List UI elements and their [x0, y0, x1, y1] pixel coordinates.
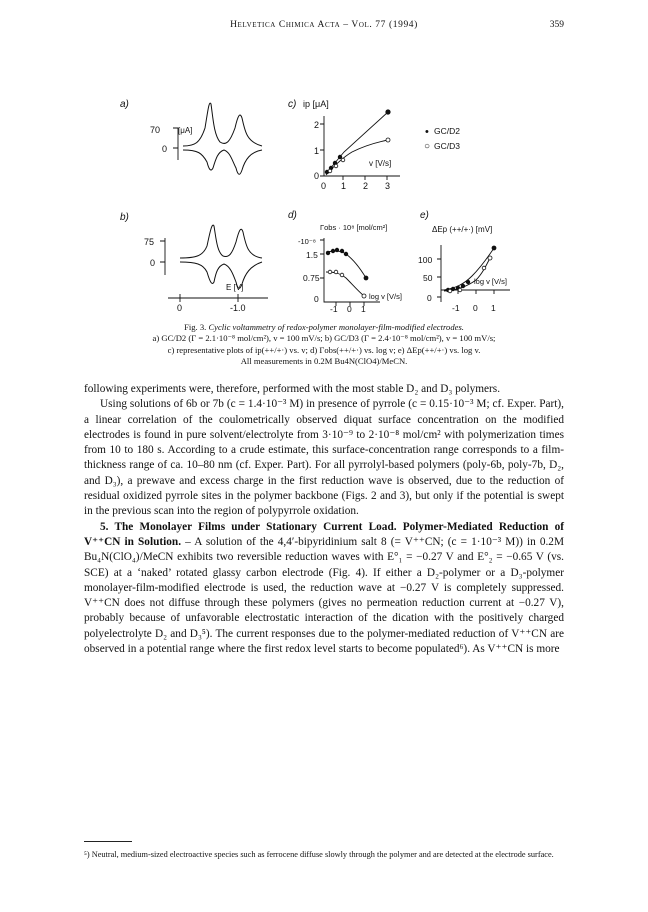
panel-d-ytick-15: 1.5: [306, 250, 318, 260]
panel-b-ytick-top: 75: [144, 237, 155, 247]
caption-lead: Fig. 3.: [184, 322, 207, 332]
panel-c-point-d3: [386, 138, 390, 142]
footnote-mark: ⁵): [84, 850, 90, 859]
panel-e-label: e): [420, 210, 429, 221]
panel-a-ylabel: [μA]: [178, 126, 193, 135]
panel-e-ytick-50: 50: [423, 273, 433, 283]
panel-a-ytick-zero: 0: [162, 144, 168, 154]
page-number: 359: [549, 20, 564, 30]
panel-e-xtick-1: 1: [491, 303, 496, 313]
panel-d-points: [326, 248, 368, 298]
body-text: [84, 382, 564, 657]
panel-d-point-d3: [362, 294, 366, 298]
panel-e-xlabel: log v [V/s]: [474, 277, 507, 286]
panel-e-ytick-0: 0: [427, 293, 432, 303]
panel-c-series-d3-line: [326, 140, 388, 175]
panel-d-ytick-top: -10⁻⁸: [298, 237, 316, 246]
panel-d-point-d3: [340, 273, 344, 277]
panel-c-xtick-1: 1: [341, 181, 347, 191]
legend-d2-label: GC/D2: [434, 126, 460, 136]
legend-d3-label: GC/D3: [434, 141, 460, 151]
panel-d-point-d2: [340, 249, 344, 253]
panel-c-ylabel: ip [μA]: [303, 99, 329, 109]
figure-caption: [60, 322, 588, 367]
panel-b-xtick-zero: 0: [177, 303, 183, 313]
caption-line-2: a) GC/D2 (Γ = 2.1·10⁻⁸ mol/cm²), v = 100 mV/s; b) GC/D3 (Γ = 2.4·10⁻⁸ mol/cm²), v = 100 mV/s;: [152, 333, 496, 344]
figure-3: [0, 0, 648, 320]
panel-d-ylabel: Γobs · 10⁸ [mol/cm²]: [320, 223, 388, 232]
panel-e-xtick-neg1: -1: [452, 303, 460, 313]
panel-d-ytick-0: 0: [314, 294, 319, 304]
panel-d-point-d3: [328, 270, 332, 274]
panel-d-point-d2: [326, 251, 330, 255]
panel-a-label: a): [120, 99, 129, 110]
panel-d-point-d2: [331, 249, 335, 253]
panel-b-yaxis: [160, 238, 165, 275]
legend-d2-symbol: •: [425, 126, 429, 138]
panel-d-label: d): [288, 210, 297, 221]
panel-d-xtick-1: 1: [361, 304, 366, 314]
panel-e-axes: [437, 245, 510, 302]
panel-c-ytick-2: 2: [314, 120, 320, 130]
paragraph-3: [84, 520, 564, 658]
panel-d-point-d2: [344, 252, 348, 256]
panel-c-point-d2: [338, 155, 342, 159]
footnote-rule: [84, 841, 132, 842]
caption-line-4: All measurements in 0.2M Bu4N(ClO4)/MeCN.: [240, 355, 408, 366]
footnote: [84, 849, 564, 860]
panel-c-ytick-1: 1: [314, 146, 320, 156]
panel-e-point-d3: [458, 288, 462, 292]
panel-d-point-d2: [364, 276, 368, 280]
caption-title-line: [60, 322, 588, 333]
panel-b-cv-curve: [180, 225, 262, 288]
paragraph-3-text: – A solution of the 4,4′-bipyridinium salt 8 (= V⁺⁺CN; (c = 1·10⁻³ M)) in 0.2M Bu₄N(ClO₄)/MeCN exhibits two reversible reduction waves with E°₁ = −0.27 V and E°₂ = −0.65 V (vs. SCE) at a ‘naked’ rotated glassy carbon electrode (Fig. 4). If either a D₂-polymer or a D₃-polymer monolayer-film-modified electrode is used, the reduction wave at −0.27 V is completely suppressed. V⁺⁺CN does not diffuse through these polymers (gives no permeation reduction current at −0.27 V), probably because of unfavorable electrostatic interaction of the dication with the positively charged polyelectrolyte D₂ and D₃⁵). The current responses due to the polymer-mediated reduction of V⁺⁺CN are observed in a potential range where the first redox level starts to become populated⁶). As V⁺⁺CN is more: [84, 535, 564, 656]
panel-e-ytick-100: 100: [418, 255, 433, 265]
panel-c-point-d3: [341, 158, 345, 162]
journal-title: Helvetica Chimica Acta – Vol. 77 (1994): [230, 20, 418, 30]
panel-c-point-d3: [334, 164, 338, 168]
paragraph-2: Using solutions of 6b or 7b (c = 1.4·10⁻³ M) in presence of pyrrole (c = 0.15·10⁻³ M; cf. Exper. Part), a linear correlation of the coulometrically observed diquat surface concentration on the modified electrodes is found in pure solvent/electrolyte from 3·10⁻⁹ to 2·10⁻⁸ mol/cm² with polymerization times from 10 to 180 s. According to a crude estimate, this surface-concentration range corresponds to a film-thickness range of ca. 10–80 nm (cf. Exper. Part). For all pyrrolyl-based polymers (poly-6b, poly-7b, D₂, and D₃), a prewave and excess charge in the first reduction wave is observed, due to the reduction of residual oxidized pyrrole sites in the polymer backbone (Figs. 2 and 3), but only if the potential is swept in the previous scan into the region of polypyrrole oxidation.: [84, 398, 564, 518]
caption-title: Cyclic voltammetry of redox-polymer monolayer-film-modified electrodes.: [208, 322, 464, 332]
legend-d3-symbol: ○: [424, 141, 431, 152]
panel-d-point-d2: [335, 248, 339, 252]
panel-b-xaxis: [168, 294, 268, 302]
caption-line-3: c) representative plots of ip(++/+·) vs. v; d) Γobs(++/+·) vs. log v; e) ΔEp(++/+·) vs. log v.: [167, 344, 481, 355]
panel-e-point-d3: [488, 256, 492, 260]
panel-e-ylabel: ΔEp (++/+·) [mV]: [432, 225, 493, 234]
panel-b-ytick-zero: 0: [150, 258, 156, 268]
panel-e-point-d2: [461, 284, 465, 288]
panel-c-point-d3: [328, 169, 332, 173]
panel-e-point-d3: [482, 266, 486, 270]
panel-c-label: c): [288, 99, 297, 110]
panel-e-point-d2: [492, 246, 496, 250]
panel-d-series-d3-line: [326, 272, 364, 296]
panel-c-point-d2: [386, 110, 390, 114]
panel-d-xtick-0: 0: [347, 304, 352, 314]
panel-e-point-d2: [466, 280, 470, 284]
panel-b-xlabel: E [V]: [226, 283, 244, 292]
panel-e-point-d3: [448, 289, 452, 293]
paragraph-1: following experiments were, therefore, performed with the most stable D₂ and D₃ polymers.: [84, 383, 501, 395]
panel-a-cv-curve: [183, 103, 262, 174]
panel-d-xtick-neg1: -1: [330, 304, 338, 314]
panel-e-xtick-0: 0: [473, 303, 478, 313]
panel-d-xlabel: log v [V/s]: [369, 292, 402, 301]
panel-d-ytick-075: 0.75: [303, 273, 320, 283]
panel-c-xlabel: v [V/s]: [369, 159, 392, 168]
panel-d-point-d3: [334, 270, 338, 274]
section-heading: 5. The Monolayer Films under Stationary Current Load. Polymer-Mediated Reduction of V⁺⁺CN in Solution.: [84, 520, 564, 548]
panel-a-ytick-top: 70: [150, 125, 161, 135]
footnote-text: Neutral, medium-sized electroactive species such as ferrocene diffuse slowly through the polymer and are detected at the electrode surface.: [91, 850, 554, 859]
panel-c-ytick-0: 0: [314, 171, 320, 181]
panel-b-xtick-neg: -1.0: [230, 303, 246, 313]
panel-c-xtick-2: 2: [363, 181, 369, 191]
panel-b-label: b): [120, 212, 129, 223]
panel-c-xtick-0: 0: [321, 181, 327, 191]
panel-c-xtick-3: 3: [385, 181, 391, 191]
